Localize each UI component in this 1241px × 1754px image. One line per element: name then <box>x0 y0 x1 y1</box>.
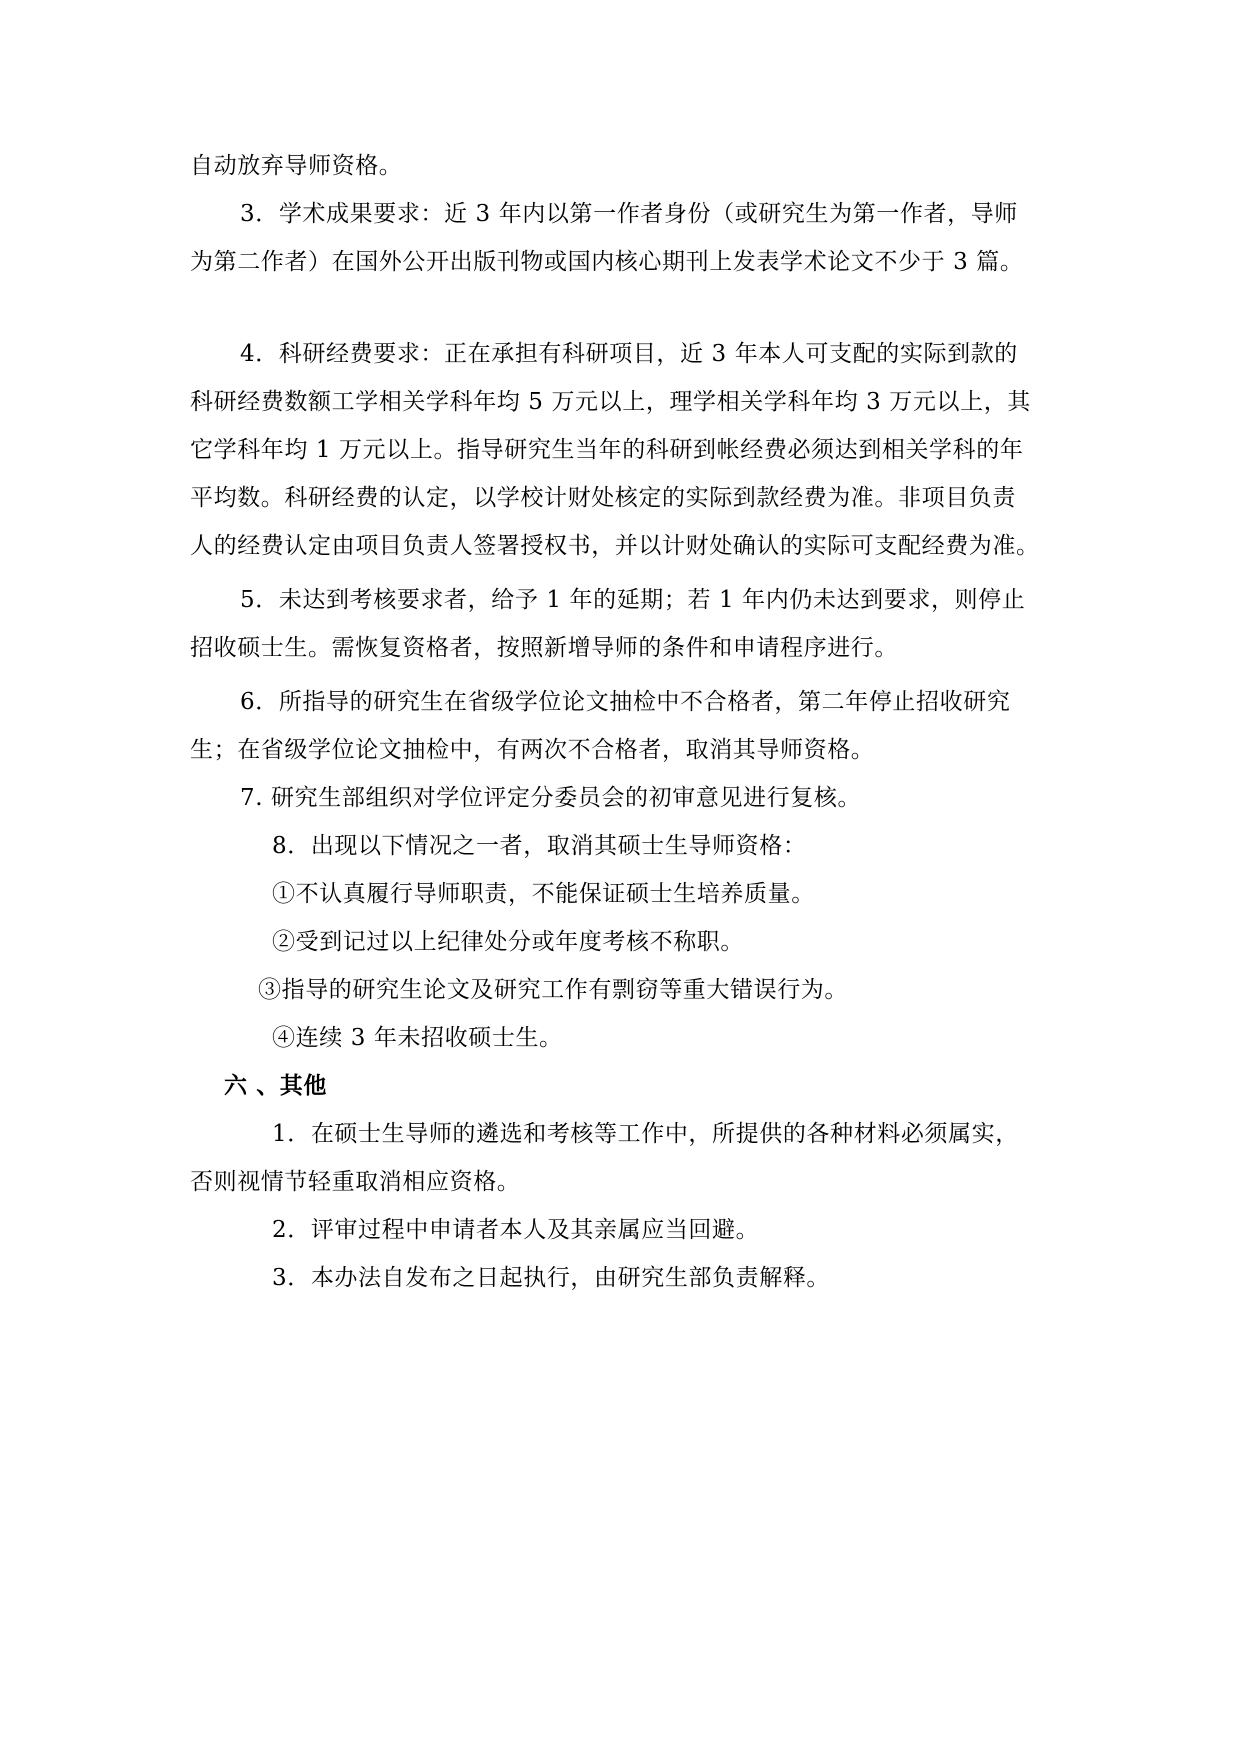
list-item: ③指导的研究生论文及研究工作有剽窃等重大错误行为。 <box>258 977 848 1003</box>
paragraph-line: 3．学术成果要求：近 3 年内以第一作者身份（或研究生为第一作者，导师 <box>240 201 1018 227</box>
paragraph-line: 6．所指导的研究生在省级学位论文抽检中不合格者，第二年停止招收研究 <box>240 689 1011 715</box>
paragraph-line: 8．出现以下情况之一者，取消其硕士生导师资格： <box>272 833 807 859</box>
paragraph-line: 生；在省级学位论文抽检中，有两次不合格者，取消其导师资格。 <box>190 737 875 763</box>
paragraph-line: 人的经费认定由项目负责人签署授权书，并以计财处确认的实际可支配经费为准。 <box>190 533 1040 559</box>
paragraph-line: 否则视情节轻重取消相应资格。 <box>190 1169 521 1195</box>
paragraph-line: 科研经费数额工学相关学科年均 5 万元以上，理学相关学科年均 3 万元以上，其 <box>190 389 1031 415</box>
paragraph-line: 2．评审过程中申请者本人及其亲属应当回避。 <box>272 1217 760 1243</box>
paragraph-line: 自动放弃导师资格。 <box>190 153 403 179</box>
paragraph-line: 为第二作者）在国外公开出版刊物或国内核心期刊上发表学术论文不少于 3 篇。 <box>190 249 1024 275</box>
paragraph-line: 它学科年均 1 万元以上。指导研究生当年的科研到帐经费必须达到相关学科的年 <box>190 437 1024 463</box>
list-item: ④连续 3 年未招收硕士生。 <box>272 1025 563 1051</box>
list-item: ①不认真履行导师职责，不能保证硕士生培养质量。 <box>272 881 815 907</box>
paragraph-line: 7. 研究生部组织对学位评定分委员会的初审意见进行复核。 <box>240 785 862 811</box>
paragraph-line: 3．本办法自发布之日起执行，由研究生部负责解释。 <box>272 1265 831 1291</box>
paragraph-line: 1．在硕士生导师的遴选和考核等工作中，所提供的各种材料必须属实， <box>272 1121 1019 1147</box>
section-heading: 六 、其他 <box>224 1073 328 1099</box>
paragraph-line: 5．未达到考核要求者，给予 1 年的延期；若 1 年内仍未达到要求，则停止 <box>240 587 1026 613</box>
paragraph-line: 4．科研经费要求：正在承担有科研项目，近 3 年本人可支配的实际到款的 <box>240 341 1018 367</box>
list-item: ②受到记过以上纪律处分或年度考核不称职。 <box>272 929 744 955</box>
paragraph-line: 招收硕士生。需恢复资格者，按照新增导师的条件和申请程序进行。 <box>190 635 898 661</box>
paragraph-line: 平均数。科研经费的认定，以学校计财处核定的实际到款经费为准。非项目负责 <box>190 485 1016 511</box>
